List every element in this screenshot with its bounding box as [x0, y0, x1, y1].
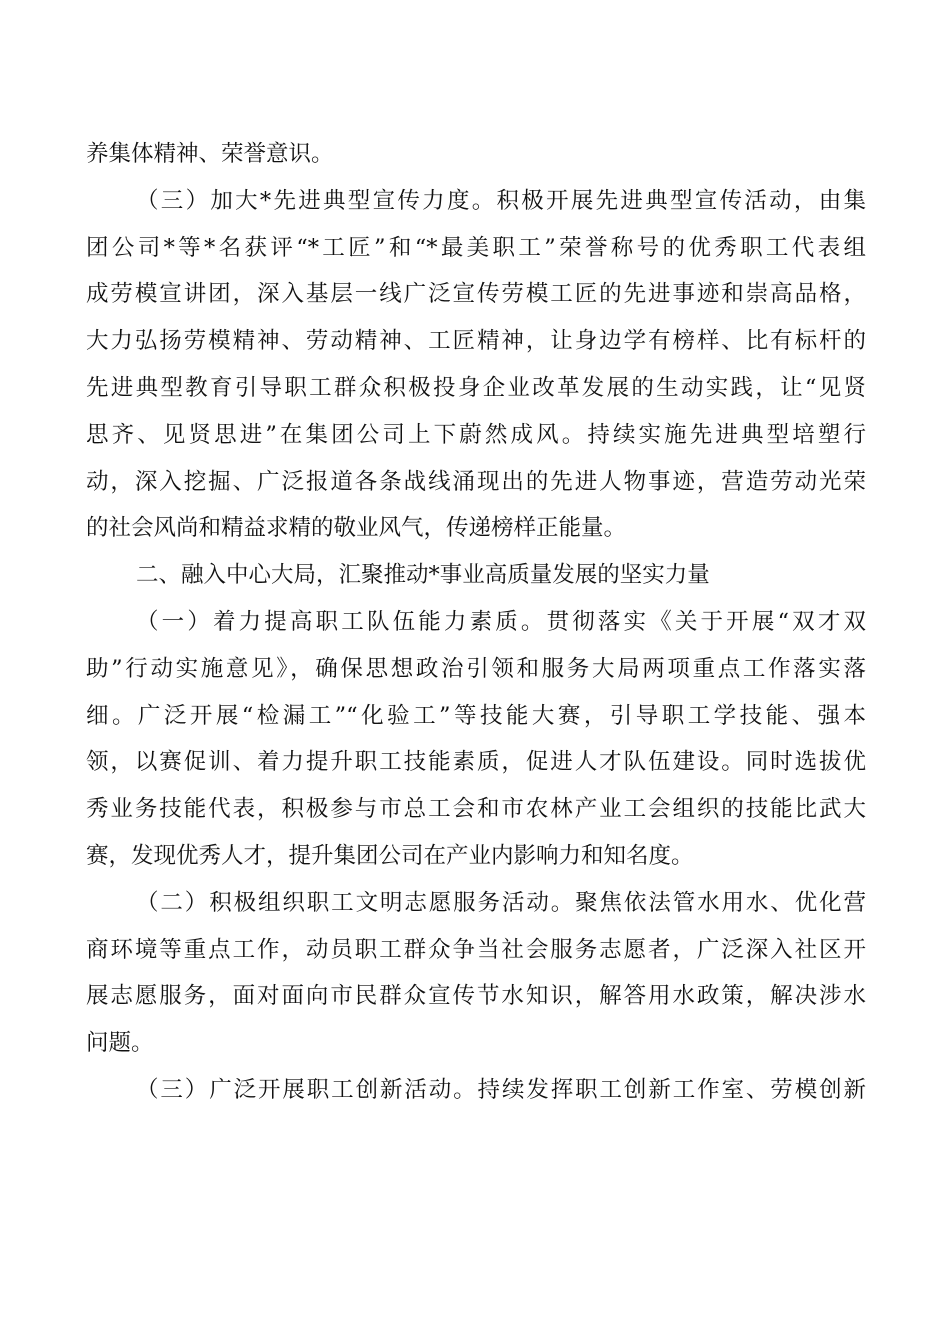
paragraph-line: （三）加大*先进典型宣传力度。积极开展先进典型宣传活动，由集	[136, 187, 866, 214]
paragraph-line: 赛，发现优秀人才，提升集团公司在产业内影响力和知名度。	[86, 842, 694, 869]
paragraph-line: 的社会风尚和精益求精的敬业风气，传递榜样正能量。	[86, 515, 627, 542]
paragraph-line: （二）积极组织职工文明志愿服务活动。聚焦依法管水用水、优化营	[136, 889, 866, 916]
paragraph-line: 先进典型教育引导职工群众积极投身企业改革发展的生动实践，让“见贤	[86, 374, 866, 401]
paragraph-line: 团公司*等*名获评“*工匠”和“*最美职工”荣誉称号的优秀职工代表组	[86, 234, 866, 261]
paragraph-line: 助”行动实施意见》，确保思想政治引领和服务大局两项重点工作落实落	[86, 655, 866, 682]
paragraph-line: 动，深入挖掘、广泛报道各条战线涌现出的先进人物事迹，营造劳动光荣	[86, 468, 866, 495]
paragraph-line: 展志愿服务，面对面向市民群众宣传节水知识，解答用水政策，解决涉水	[86, 983, 866, 1010]
paragraph-line: （一）着力提高职工队伍能力素质。贯彻落实《关于开展“双才双	[136, 608, 866, 635]
paragraph-line: 商环境等重点工作，动员职工群众争当社会服务志愿者，广泛深入社区开	[86, 936, 866, 963]
paragraph-line: 问题。	[86, 1030, 154, 1057]
document-body	[86, 131, 866, 1114]
paragraph-line: 大力弘扬劳模精神、劳动精神、工匠精神，让身边学有榜样、比有标杆的	[86, 328, 866, 355]
section-heading: 二、融入中心大局，汇聚推动*事业高质量发展的坚实力量	[136, 562, 710, 589]
paragraph-line: （三）广泛开展职工创新活动。持续发挥职工创新工作室、劳模创新	[136, 1076, 866, 1103]
paragraph-line: 成劳模宣讲团，深入基层一线广泛宣传劳模工匠的先进事迹和崇高品格，	[86, 281, 866, 308]
paragraph-line: 秀业务技能代表，积极参与市总工会和市农林产业工会组织的技能比武大	[86, 796, 866, 823]
paragraph-line: 养集体精神、荣誉意识。	[86, 141, 334, 167]
paragraph-line: 细。广泛开展“检漏工”“化验工”等技能大赛，引导职工学技能、强本	[86, 702, 866, 729]
paragraph-line: 思齐、见贤思进”在集团公司上下蔚然成风。持续实施先进典型培塑行	[86, 421, 866, 448]
paragraph-line: 领，以赛促训、着力提升职工技能素质，促进人才队伍建设。同时选拔优	[86, 749, 866, 776]
